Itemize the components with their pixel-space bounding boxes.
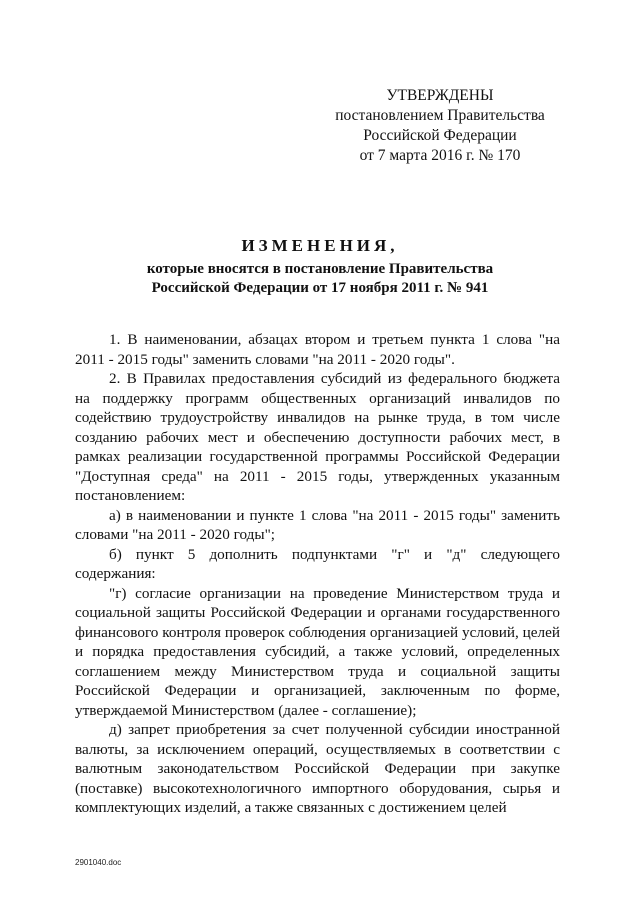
approval-line-3: Российской Федерации — [363, 127, 517, 144]
document-body — [75, 330, 560, 818]
subtitle-line-1: которые вносятся в постановление Правительства — [146, 261, 494, 277]
subtitle-line-2: Российской Федерации от 17 ноября 2011 г. № 941 — [151, 280, 489, 296]
paragraph-6: д) запрет приобретения за счет полученной субсидии иностранной валюты, за исключением операций, осуществляемых в соответствии с валютным законодательством Российской Федерации при закупке (поставке) высокотехнологичного импортного оборудования, сырья и комплектующих изделий, а также связанных с достижением целей — [75, 721, 560, 816]
paragraph-4: б) пункт 5 дополнить подпунктами "г" и "д" следующего содержания: — [75, 545, 560, 582]
paragraph-3: а) в наименовании и пункте 1 слова "на 2011 - 2015 годы" заменить словами "на 2011 - 2020 годы"; — [75, 506, 560, 543]
document-title: ИЗМЕНЕНИЯ, — [241, 236, 399, 255]
approval-stamp — [330, 86, 550, 166]
approval-line-1: УТВЕРЖДЕНЫ — [386, 87, 494, 104]
document-subtitle — [0, 260, 640, 298]
approval-line-4: от 7 марта 2016 г. № 170 — [359, 147, 521, 164]
paragraph-5: "г) согласие организации на проведение Министерством труда и социальной защиты Российской Федерации и органами государственного финансового контроля проверок соблюдения организацией условий, целей и порядка предоставления субсидий, а также условий, определенных соглашением между Министерством труда и социальной защиты Российской Федерации и организацией, заключенным по форме, утверждаемой Министерством (далее - соглашение); — [75, 584, 560, 719]
paragraph-1: 1. В наименовании, абзацах втором и третьем пункта 1 слова "на 2011 - 2015 годы" заменить словами "на 2011 - 2020 годы". — [75, 331, 560, 368]
approval-line-2: постановлением Правительства — [335, 107, 545, 124]
file-name-footer: 2901040.doc — [75, 858, 122, 867]
paragraph-2: 2. В Правилах предоставления субсидий из федерального бюджета на поддержку программ общественных организаций инвалидов по содействию трудоустройству инвалидов на рынке труда, в том числе созданию рабочих мест и обеспечению доступности рабочих мест, в рамках реализации государственной программы Российской Федерации "Доступная среда" на 2011 - 2015 годы, утвержденных указанным постановлением: — [75, 370, 560, 504]
